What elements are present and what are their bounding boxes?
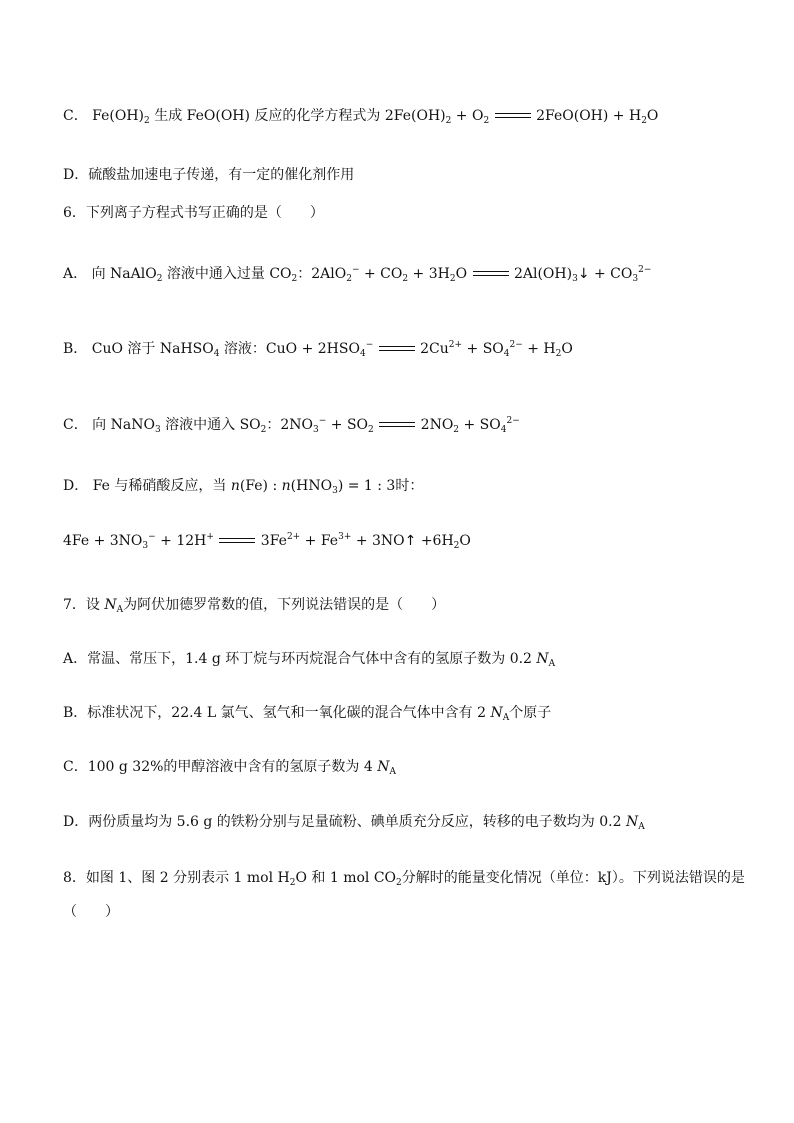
q6-option-c: C． 向 NaNO$_3$ 溶液中通入 $SO_2$：$2NO_3^- + SO_2$ $2NO_2 + SO_4^{2-}$ bbox=[63, 416, 520, 435]
q6-stem: 6．下列离子方程式书写正确的是（ ） bbox=[63, 205, 324, 221]
q6-option-d: D． Fe 与稀硝酸反应，当 n(Fe) : $n(HNO_3) = 1$ : 3时： bbox=[63, 478, 424, 496]
q6-option-a: A． 向 NaAlO$_2$ 溶液中通入过量 $CO_2$：$2AlO_2^- + CO_2 + 3H_2O$ $2Al(OH)_3↓ + CO_3^{2-}$ bbox=[63, 265, 652, 284]
q5-option-d: D．硫酸盐加速电子传递，有一定的催化剂作用 bbox=[63, 167, 355, 183]
down-arrow-icon: ↓ bbox=[577, 266, 590, 282]
equals-sign bbox=[379, 343, 415, 355]
equals-sign bbox=[379, 419, 415, 431]
q5-option-c: C． $Fe(OH)_2$ 生成 FeO(OH) 反应的化学方程式为 $2Fe(OH)_2 + O_2$ $2FeO(OH) + H_2O$ bbox=[63, 108, 659, 126]
q8-stem: 8．如图 1、图 2 分别表示 1 mol $H_2O$ 和 1 mol $CO_2$分解时的能量变化情况（单位：kJ）。下列说法错误的是 bbox=[63, 870, 745, 888]
q7-option-d: D．两份质量均为 5.6 g 的铁粉分别与足量硫粉、碘单质充分反应，转移的电子数均为 0.2 $N_A$ bbox=[63, 814, 645, 832]
q7-stem: 7．设 $N_A$为阿伏加德罗常数的值，下列说法错误的是（ ） bbox=[63, 597, 446, 615]
q6-option-b: B． CuO 溶于 NaHSO$_4$ 溶液：CuO + $2HSO_4^-$ $2Cu^{2+} + SO_4^{2-} + H_2O$ bbox=[63, 340, 573, 359]
up-arrow-icon: ↑ bbox=[404, 533, 417, 549]
equals-sign bbox=[473, 268, 509, 280]
q7-option-c: C．100 g 32%的甲醇溶液中含有的氢原子数为 4 $N_A$ bbox=[63, 759, 396, 777]
q7-option-a: A．常温、常压下，1.4 g 环丁烷与环丙烷混合气体中含有的氢原子数为 0.2 $N_A$ bbox=[63, 651, 556, 669]
q7-option-b: B．标准状况下，22.4 L 氯气、氢气和一氧化碳的混合气体中含有 2 $N_A$个原子 bbox=[63, 705, 552, 723]
equals-sign bbox=[219, 535, 255, 547]
equals-sign bbox=[495, 110, 531, 122]
q8-stem-answer-blank: （ ） bbox=[63, 904, 119, 920]
q6-option-d-equation: $4Fe + 3NO_3^- + 12H^+$ $3Fe^{2+} + Fe^{3+}$ + 3NO↑ $+6H_2O$ bbox=[63, 532, 471, 551]
